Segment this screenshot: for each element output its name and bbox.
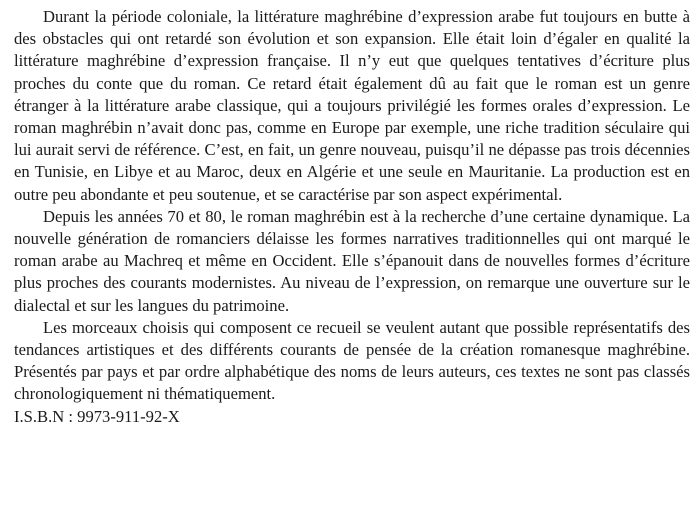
paragraph-since-70s-80s: Depuis les années 70 et 80, le roman maghrébin est à la recherche d’une certaine dynamique. La nouvelle génération de romanciers délaisse les formes narratives traditionnelles qui ont marqué le roman arabe au Machreq et même en Occident. Elle s’épanouit dans de nouvelles formes d’écriture plus proches des courants modernistes. Au niveau de l’expression, on remarque une ouverture sur le dialectal et sur les langues du patrimoine. [14, 206, 690, 315]
paragraph-selected-pieces: Les morceaux choisis qui composent ce recueil se veulent autant que possible représentatifs des tendances artistiques et des différents courants de pensée de la création romanesque maghrébine. Présentés par pays et par ordre alphabétique des noms de leurs auteurs, ces textes ne sont pas classés chronologiquement ni thématiquement. [14, 317, 690, 404]
paragraph-colonial-period: Durant la période coloniale, la littérature maghrébine d’expression arabe fut toujours en butte à des obstacles qui ont retardé son évolution et son expansion. Elle était loin d’égaler en qualité la littérature maghrébine d’expression française. Il n’y eut que quelques tentatives d’écriture plus proches du conte que du roman. Ce retard était également dû au fait que le roman est un genre étranger à la littérature arabe classique, qui a toujours privilégié les formes orales d’expression. Le roman maghrébin n’avait donc pas, comme en Europe par exemple, une riche tradition séculaire qui lui aurait servi de référence. C’est, en fait, un genre nouveau, puisqu’il ne dépasse pas trois décennies en Tunisie, en Libye et au Maroc, deux en Algérie et une seule en Mauritanie. La production est en outre peu abondante et peu soutenue, et se caractérise par son aspect expérimental. [14, 7, 690, 204]
isbn-line: I.S.B.N : 9973-911-92-X [14, 406, 180, 426]
